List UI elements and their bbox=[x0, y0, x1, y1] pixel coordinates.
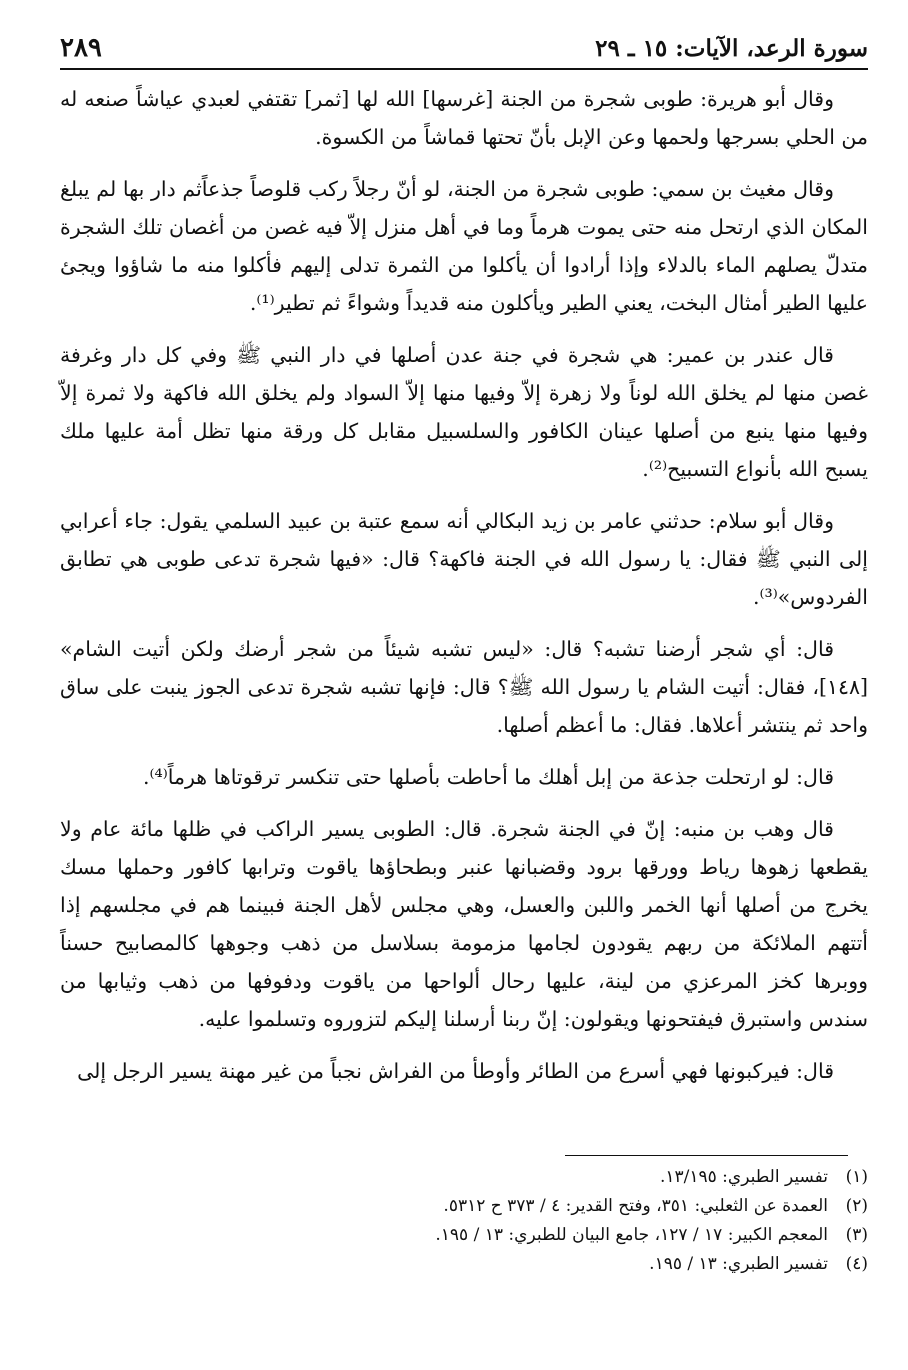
running-title: سورة الرعد، الآيات: ١٥ ـ ٢٩ bbox=[595, 34, 868, 62]
page-number: ٢٨٩ bbox=[60, 33, 102, 63]
paragraph: وقال مغيث بن سمي: طوبى شجرة من الجنة، لو أنّ رجلاً ركب قلوصاً جذعاًثم دار بها لم يبلغ المكان الذي ارتحل منه حتى يموت هرماً وما في أهل منزل إلاّ فيه غصن من أغصان تلك الشجرة متدلّ يصلهم الماء بالدلاء وإذا أرادوا أن يأكلوا من الثمرة تدلى إليهم فأكلوا منه ما شاؤوا ويجئ عليها الطير أمثال البخت، يعني الطير ويأكلون منه قديداً وشواءً ثم تطير⁽¹⁾. bbox=[60, 177, 868, 315]
footnotes bbox=[60, 1163, 868, 1279]
paragraph: قال: أي شجر أرضنا تشبه؟ قال: «ليس تشبه شيئاً من شجر أرضك ولكن أتيت الشام» [١٤٨]، فقال: أتيت الشام يا رسول الله ﷺ؟ قال: فإنها تشبه شجرة تدعى الجوز ينبت على ساق واحد ثم ينتشر أعلاها. فقال: ما أعظم أصلها. bbox=[60, 637, 868, 737]
footnote bbox=[60, 1250, 868, 1279]
footnote-number: (١) bbox=[845, 1167, 868, 1187]
footnote-number: (٣) bbox=[845, 1225, 868, 1245]
paragraph: قال عندر بن عمير: هي شجرة في جنة عدن أصلها في دار النبي ﷺ وفي كل دار وغرفة غصن منها لم يخلق الله لوناً ولا زهرة إلاّ وفيها منها إلاّ السواد ولم يخلق الله فاكهة ولا ثمرة إلاّ وفيها منها ينبع من أصلها عينان الكافور والسلسبيل مقابل كل ورقة منها تظل أمة عليها ملك يسبح الله بأنواع التسبيح⁽²⁾. bbox=[60, 343, 868, 481]
footnote-text: المعجم الكبير: ١٧ / ١٢٧، جامع البيان للطبري: ١٣ / ١٩٥. bbox=[435, 1225, 828, 1245]
footnote bbox=[60, 1192, 868, 1221]
footnote-text: العمدة عن الثعلبي: ٣٥١، وفتح القدير: ٤ / ٣٧٣ ح ٥٣١٢. bbox=[443, 1196, 828, 1216]
footnote-number: (٤) bbox=[845, 1254, 868, 1274]
paragraph: وقال أبو سلام: حدثني عامر بن زيد البكالي أنه سمع عتبة بن عبيد السلمي يقول: جاء أعرابي إلى النبي ﷺ فقال: يا رسول الله في الجنة فاكهة؟ قال: «فيها شجرة تدعى طوبى هي تطابق الفردوس»⁽³⁾. bbox=[60, 509, 868, 609]
footnote-text: تفسير الطبري: ١٣/١٩٥. bbox=[659, 1167, 828, 1187]
paragraph: قال: فيركبونها فهي أسرع من الطائر وأوطأ من الفراش نجباً من غير مهنة يسير الرجل إلى bbox=[77, 1059, 834, 1083]
footnote bbox=[60, 1221, 868, 1250]
footnote bbox=[60, 1163, 868, 1192]
footnote-number: (٢) bbox=[845, 1196, 868, 1216]
paragraph: قال وهب بن منبه: إنّ في الجنة شجرة. قال: الطوبى يسير الراكب في ظلها مائة عام ولا يقطعها زهوها رياط وورقها برود وقضبانها عنبر وبطحاؤها ياقوت وترابها كافور وحملها مسك يخرج من أصلها أنها الخمر واللبن والعسل، وهي مجلس لأهل الجنة فبينما هم في مجلسهم إذا أتتهم الملائكة من ربهم يقودون لجامها مزمومة بسلاسل من ذهب وجوهها كالمصابيح حسناً ووبرها كخز المرعزي من لينة، عليها رحال ألواحها من ياقوت ودفوفها من ذهب وثيابها من سندس واستبرق فيفتحونها ويقولون: إنّ ربنا أرسلنا إليكم لتزوروه وتسلموا عليه. bbox=[60, 817, 868, 1031]
footnote-divider bbox=[565, 1155, 848, 1156]
footnote-text: تفسير الطبري: ١٣ / ١٩٥. bbox=[649, 1254, 828, 1274]
header-divider bbox=[60, 68, 868, 70]
body-text bbox=[60, 80, 868, 1104]
page-header bbox=[60, 28, 868, 68]
paragraph: وقال أبو هريرة: طوبى شجرة من الجنة [غرسها] الله لها [ثمر] تقتفي لعبدي عياشاً صنعه له من الحلي بسرجها ولحمها وعن الإبل بأنّ تحتها قماشاً من الكسوة. bbox=[60, 87, 868, 149]
paragraph: قال: لو ارتحلت جذعة من إبل أهلك ما أحاطت بأصلها حتى تنكسر ترقوتاها هرماً⁽⁴⁾. bbox=[142, 765, 834, 789]
